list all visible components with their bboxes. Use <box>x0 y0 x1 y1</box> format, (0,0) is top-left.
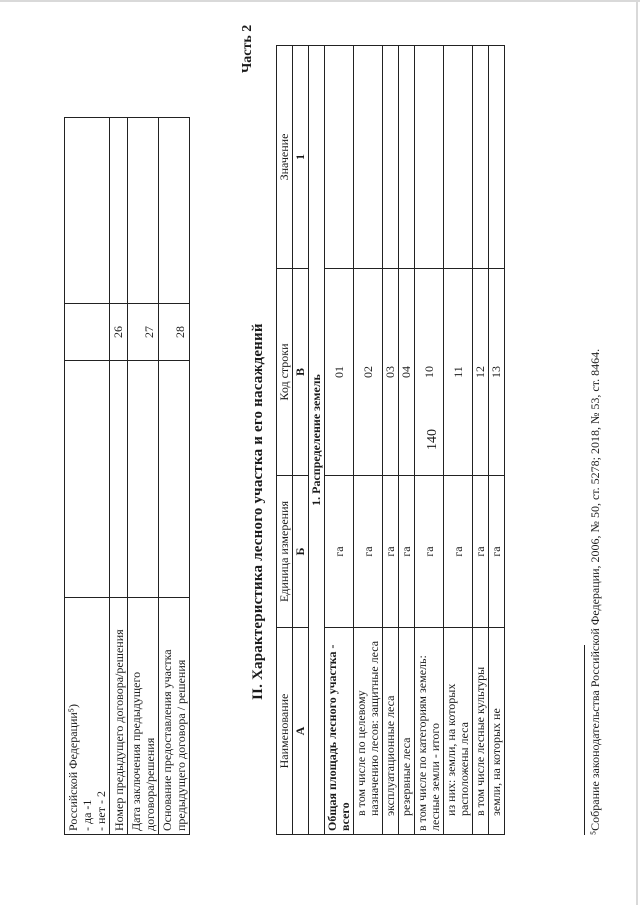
page-number: 140 <box>425 429 440 450</box>
letter-code: В <box>293 269 309 476</box>
header-value: Значение <box>277 46 293 269</box>
row-unit: га <box>399 476 415 628</box>
table-row <box>399 46 415 835</box>
row-value <box>383 46 399 269</box>
part-label: Часть 2 <box>240 24 255 73</box>
row-name: в том числе по категориям земель: лесные земли - итого <box>415 628 444 835</box>
row-value <box>159 118 190 304</box>
table-row <box>354 46 383 835</box>
row-name: резервные леса <box>399 628 415 835</box>
row-unit: га <box>383 476 399 628</box>
label-line: Номер предыдущего договора/решения <box>112 629 126 831</box>
land-distribution-table <box>276 45 505 835</box>
table-row <box>415 46 444 835</box>
row-value <box>325 46 354 269</box>
row-label <box>128 598 159 835</box>
letters-row <box>293 46 309 835</box>
row-name: в том числе лесные культуры <box>473 628 489 835</box>
row-unit: га <box>415 476 444 628</box>
row-name: Общая площадь лесного участка - всего <box>325 628 354 835</box>
letter-value: 1 <box>293 46 309 269</box>
row-value <box>444 46 473 269</box>
row-name: эксплуатационные леса <box>383 628 399 835</box>
row-unit: га <box>489 476 505 628</box>
table-row <box>159 118 190 835</box>
row-value <box>473 46 489 269</box>
row-value <box>110 118 128 304</box>
row-name: земли, на которых не <box>489 628 505 835</box>
row-code: 12 <box>473 269 489 476</box>
row-code: 26 <box>110 304 128 361</box>
subsection-title: 1. Распределение земель <box>309 46 325 835</box>
row-code: 10 <box>415 269 444 476</box>
section-title: II. Характеристика лесного участка и его насаждений <box>250 323 266 700</box>
letter-name: А <box>293 628 309 835</box>
header-code: Код строки <box>277 269 293 476</box>
label-line: предыдущего договора / решения <box>174 659 188 831</box>
subsection-row <box>309 46 325 835</box>
letter-unit: Б <box>293 476 309 628</box>
row-code: 28 <box>159 304 190 361</box>
row-code <box>65 304 110 361</box>
row-name: из них: земли, на которых расположены леса <box>444 628 473 835</box>
table-row <box>444 46 473 835</box>
footnote: ⁵Собрание законодательства Российской Федерации, 2006, № 50, ст. 5278; 2018, № 53, ст. 8464. <box>588 348 602 835</box>
label-line: - нет - 2 <box>94 791 108 831</box>
label-line: - да -1 <box>80 799 94 831</box>
row-code: 27 <box>128 304 159 361</box>
row-unit: га <box>354 476 383 628</box>
blank-cell <box>128 361 159 598</box>
table-row <box>65 118 110 835</box>
header-unit: Единица измерения <box>277 476 293 628</box>
blank-cell <box>159 361 190 598</box>
row-code: 13 <box>489 269 505 476</box>
row-unit: га <box>473 476 489 628</box>
row-code: 03 <box>383 269 399 476</box>
table-row <box>110 118 128 835</box>
table-row <box>489 46 505 835</box>
row-code: 04 <box>399 269 415 476</box>
row-value <box>354 46 383 269</box>
blank-cell <box>110 361 128 598</box>
table-row <box>473 46 489 835</box>
label-line: договора/решения <box>143 737 157 831</box>
row-value <box>399 46 415 269</box>
row-label <box>110 598 128 835</box>
row-value <box>128 118 159 304</box>
header-row <box>277 46 293 835</box>
label-line: Дата заключения предыдущего <box>129 671 143 831</box>
header-name: Наименование <box>277 628 293 835</box>
row-code: 01 <box>325 269 354 476</box>
footnote-divider <box>584 645 585 835</box>
row-unit: га <box>444 476 473 628</box>
row-value <box>489 46 505 269</box>
table-row <box>128 118 159 835</box>
row-code: 02 <box>354 269 383 476</box>
row-label <box>65 598 110 835</box>
row-name: в том числе по целевому назначению лесов: защитные леса <box>354 628 383 835</box>
label-line: Российской Федерации⁵) <box>66 704 80 831</box>
row-code: 11 <box>444 269 473 476</box>
row-unit: га <box>325 476 354 628</box>
previous-contract-table <box>64 117 190 835</box>
table-row <box>383 46 399 835</box>
row-label <box>159 598 190 835</box>
row-value <box>415 46 444 269</box>
table-row <box>325 46 354 835</box>
row-value <box>65 118 110 304</box>
blank-cell <box>65 361 110 598</box>
label-line: Основание предоставления участка <box>160 649 174 831</box>
